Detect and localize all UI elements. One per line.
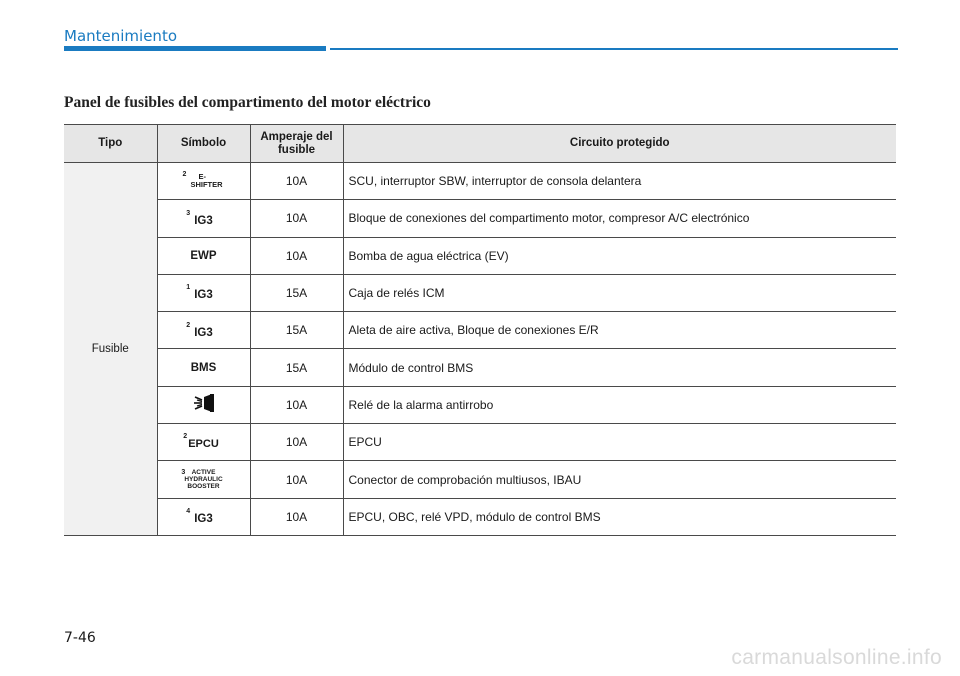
table-row — [64, 424, 896, 461]
symbol-cell — [157, 200, 250, 237]
fuse-table — [64, 124, 896, 536]
symbol-superscript: 3 — [181, 468, 186, 476]
amperage-cell: 15A — [250, 312, 343, 349]
symbol-cell — [157, 386, 250, 423]
circuit-cell: EPCU — [343, 424, 896, 461]
symbol-cell — [157, 312, 250, 349]
table-row — [64, 461, 896, 498]
amperage-cell: 10A — [250, 498, 343, 535]
circuit-cell: EPCU, OBC, relé VPD, módulo de control BMS — [343, 498, 896, 535]
table-row — [64, 349, 896, 386]
amperage-cell: 10A — [250, 200, 343, 237]
tipo-cell: Fusible — [64, 163, 157, 536]
symbol-label: IG3 — [194, 289, 213, 302]
table-row — [64, 163, 896, 200]
symbol-line-2: SHIFTER — [190, 179, 223, 189]
symbol-cell — [157, 163, 250, 200]
circuit-cell: Módulo de control BMS — [343, 349, 896, 386]
header-title: Mantenimiento — [64, 27, 177, 45]
symbol-line-1: E- — [198, 171, 206, 181]
header-amperaje: Amperaje del fusible — [250, 125, 343, 163]
symbol-label: IG3 — [194, 513, 213, 526]
symbol-label: BMS — [190, 361, 217, 374]
amperage-cell: 10A — [250, 237, 343, 274]
symbol-label: IG3 — [194, 326, 213, 339]
symbol-cell — [157, 349, 250, 386]
symbol-cell — [157, 498, 250, 535]
symbol-superscript: 3 — [186, 209, 191, 217]
amperage-cell: 10A — [250, 386, 343, 423]
amperage-cell: 15A — [250, 274, 343, 311]
symbol-cell — [157, 274, 250, 311]
symbol-label: IG3 — [194, 214, 213, 227]
page-number: 7-46 — [64, 630, 96, 646]
symbol-label: EPCU — [188, 438, 219, 451]
symbol-label: EWP — [190, 249, 217, 262]
symbol-line-1: ACTIVE — [191, 468, 216, 476]
table-row — [64, 200, 896, 237]
circuit-cell: Caja de relés ICM — [343, 274, 896, 311]
symbol-cell — [157, 461, 250, 498]
header-simbolo: Símbolo — [157, 125, 250, 163]
symbol-superscript: 2 — [183, 433, 188, 441]
header-rule-thin — [330, 48, 898, 50]
symbol-superscript: 2 — [186, 321, 191, 329]
amperage-cell: 10A — [250, 424, 343, 461]
circuit-cell: Bomba de agua eléctrica (EV) — [343, 237, 896, 274]
header-rule-thick — [64, 46, 326, 51]
header-tipo: Tipo — [64, 125, 157, 163]
watermark: carmanualsonline.info — [731, 646, 942, 669]
table-row — [64, 274, 896, 311]
symbol-superscript: 1 — [186, 284, 191, 292]
circuit-cell: Conector de comprobación multiusos, IBAU — [343, 461, 896, 498]
table-header-row — [64, 125, 896, 163]
symbol-cell — [157, 424, 250, 461]
symbol-cell — [157, 237, 250, 274]
circuit-cell: Bloque de conexiones del compartimento motor, compresor A/C electrónico — [343, 200, 896, 237]
symbol-line-3: BOOSTER — [187, 482, 220, 490]
symbol-superscript: 2 — [182, 170, 187, 178]
table-row — [64, 498, 896, 535]
amperage-cell: 10A — [250, 163, 343, 200]
circuit-cell: Relé de la alarma antirrobo — [343, 386, 896, 423]
circuit-cell: Aleta de aire activa, Bloque de conexiones E/R — [343, 312, 896, 349]
horn-icon — [193, 394, 215, 415]
header-circuito: Circuito protegido — [343, 125, 896, 163]
table-row — [64, 386, 896, 423]
symbol-line-2: HYDRAULIC — [184, 475, 223, 483]
amperage-cell: 10A — [250, 461, 343, 498]
table-row — [64, 312, 896, 349]
section-title: Panel de fusibles del compartimento del motor eléctrico — [64, 94, 431, 111]
circuit-cell: SCU, interruptor SBW, interruptor de consola delantera — [343, 163, 896, 200]
table-row — [64, 237, 896, 274]
symbol-superscript: 4 — [186, 508, 191, 516]
amperage-cell: 15A — [250, 349, 343, 386]
